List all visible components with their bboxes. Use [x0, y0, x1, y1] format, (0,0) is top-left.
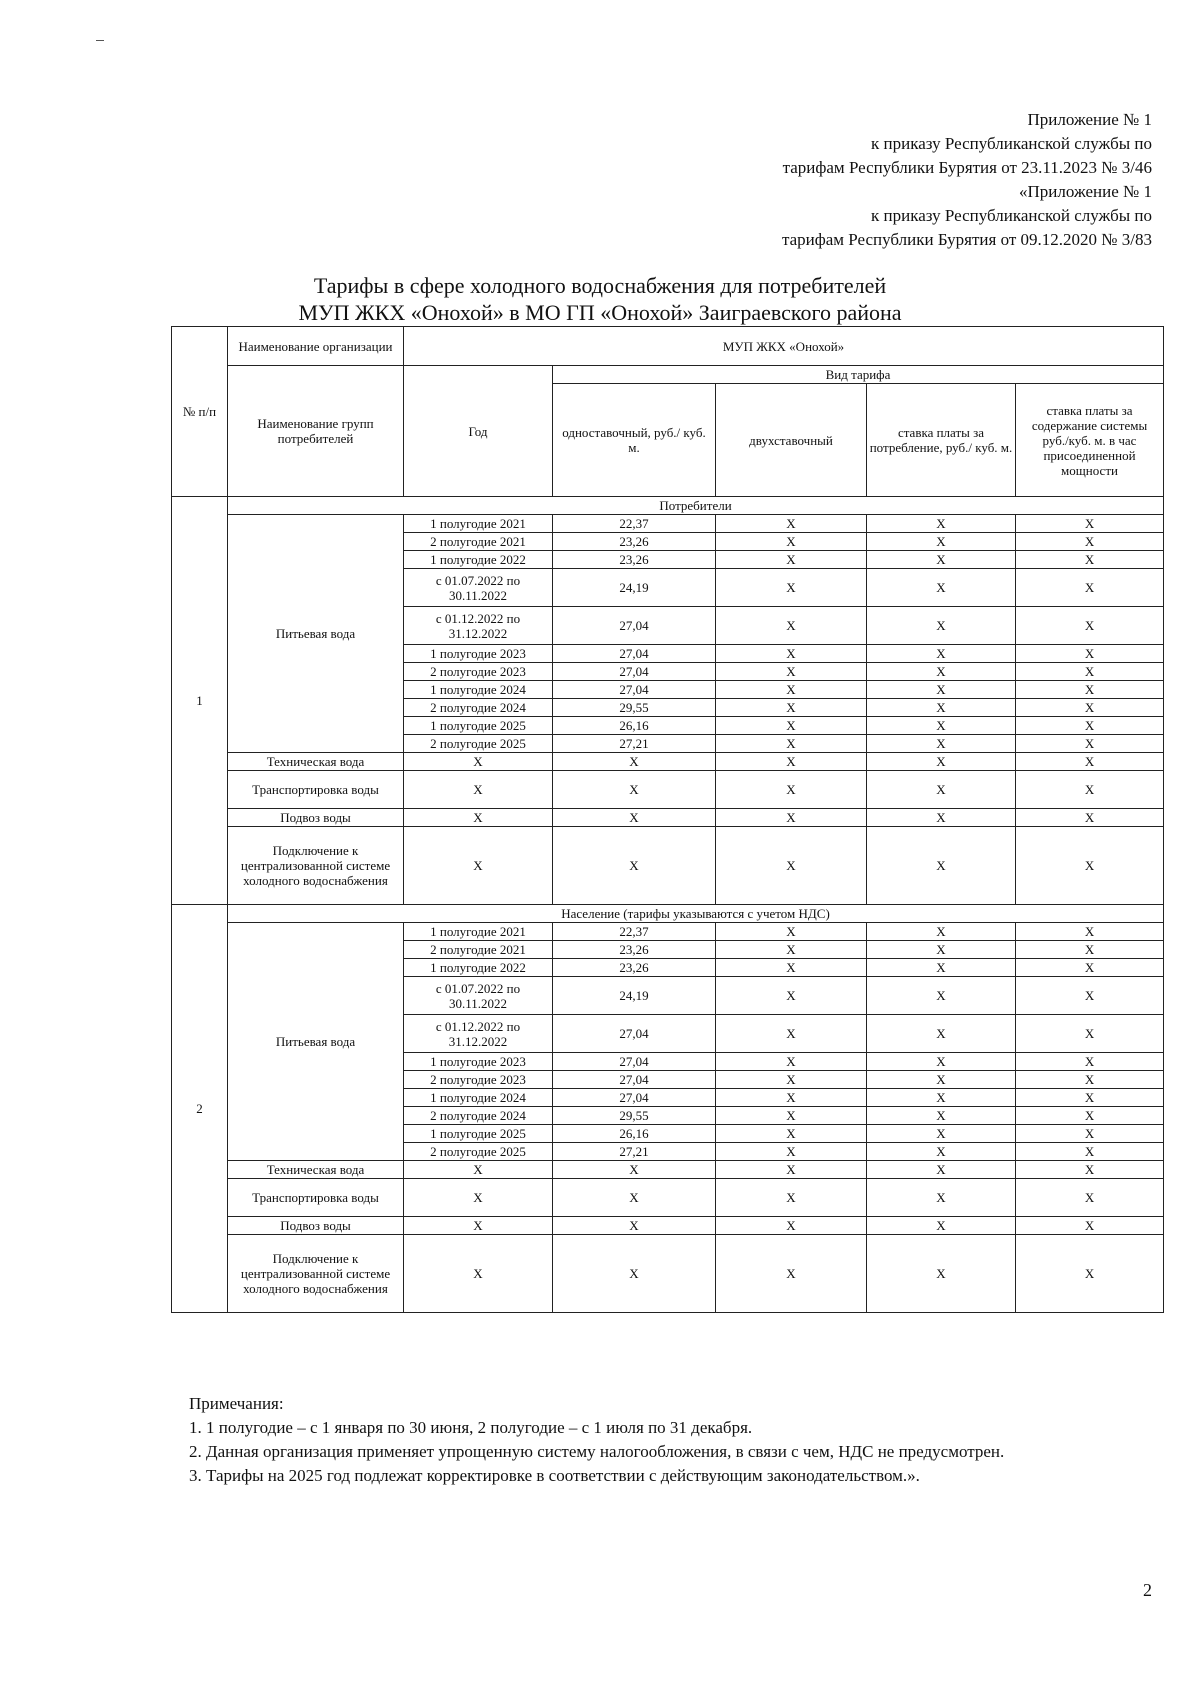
period-cell: 1 полугодие 2022 — [404, 551, 553, 569]
one-rate-cell: 27,21 — [553, 735, 716, 753]
one-rate-cell: X — [553, 827, 716, 905]
period-cell: 1 полугодие 2021 — [404, 515, 553, 533]
one-rate-cell: 23,26 — [553, 941, 716, 959]
consumption-rate-cell: X — [867, 699, 1016, 717]
one-rate-cell: X — [553, 1179, 716, 1217]
period-cell: 2 полугодие 2024 — [404, 1107, 553, 1125]
consumption-rate-cell: X — [867, 809, 1016, 827]
period-cell: 1 полугодие 2024 — [404, 681, 553, 699]
maintenance-rate-cell: X — [1016, 1179, 1164, 1217]
period-cell: с 01.12.2022 по 31.12.2022 — [404, 1015, 553, 1053]
group-name: Подвоз воды — [228, 1217, 404, 1235]
consumption-rate-cell: X — [867, 753, 1016, 771]
one-rate-cell: X — [553, 1161, 716, 1179]
period-cell: 1 полугодие 2025 — [404, 1125, 553, 1143]
period-cell: 2 полугодие 2025 — [404, 1143, 553, 1161]
org-name-header: Наименование организации — [228, 327, 404, 366]
group-name: Техническая вода — [228, 753, 404, 771]
one-rate-cell: 27,04 — [553, 645, 716, 663]
two-rate-cell: X — [716, 959, 867, 977]
note-item: 2. Данная организация применяет упрощенную систему налогообложения, в связи с чем, НДС не предусмотрен. — [189, 1442, 1005, 1461]
maintenance-rate-cell: X — [1016, 681, 1164, 699]
one-rate-cell: X — [553, 771, 716, 809]
maintenance-rate-cell: X — [1016, 1235, 1164, 1313]
header-line: тарифам Республики Бурятия от 09.12.2020 № 3/83 — [781, 230, 1152, 249]
consumption-rate-cell: X — [867, 941, 1016, 959]
section-title: Потребители — [228, 497, 1164, 515]
maintenance-rate-cell: X — [1016, 699, 1164, 717]
one-rate-cell: 27,04 — [553, 1089, 716, 1107]
two-rate-cell: X — [716, 827, 867, 905]
maintenance-rate-cell: X — [1016, 827, 1164, 905]
one-rate-cell: 24,19 — [553, 977, 716, 1015]
one-rate-cell: X — [553, 1235, 716, 1313]
period-cell: 2 полугодие 2025 — [404, 735, 553, 753]
table-row — [172, 827, 1164, 905]
period-cell: 2 полугодие 2023 — [404, 1071, 553, 1089]
table-header-row — [172, 366, 1164, 384]
two-rate-cell: X — [716, 1089, 867, 1107]
col-header-consumption: ставка платы за потребление, руб./ куб. м. — [867, 384, 1016, 497]
consumption-rate-cell: X — [867, 923, 1016, 941]
period-cell: X — [404, 771, 553, 809]
header-line: к приказу Республиканской службы по — [871, 206, 1152, 225]
maintenance-rate-cell: X — [1016, 1015, 1164, 1053]
section-title: Население (тарифы указываются с учетом НДС) — [228, 905, 1164, 923]
two-rate-cell: X — [716, 607, 867, 645]
two-rate-cell: X — [716, 1071, 867, 1089]
consumption-rate-cell: X — [867, 1217, 1016, 1235]
consumption-rate-cell: X — [867, 1089, 1016, 1107]
maintenance-rate-cell: X — [1016, 977, 1164, 1015]
period-cell: 1 полугодие 2021 — [404, 923, 553, 941]
one-rate-cell: 27,04 — [553, 663, 716, 681]
two-rate-cell: X — [716, 1015, 867, 1053]
maintenance-rate-cell: X — [1016, 717, 1164, 735]
group-header: Наименование групп потребителей — [228, 366, 404, 497]
consumption-rate-cell: X — [867, 1107, 1016, 1125]
one-rate-cell: 23,26 — [553, 533, 716, 551]
year-header: Год — [404, 366, 553, 497]
maintenance-rate-cell: X — [1016, 809, 1164, 827]
group-name: Транспортировка воды — [228, 771, 404, 809]
period-cell: 1 полугодие 2023 — [404, 1053, 553, 1071]
period-cell: X — [404, 1217, 553, 1235]
maintenance-rate-cell: X — [1016, 1217, 1164, 1235]
period-cell: 2 полугодие 2024 — [404, 699, 553, 717]
period-cell: 1 полугодие 2025 — [404, 717, 553, 735]
consumption-rate-cell: X — [867, 827, 1016, 905]
header-line: к приказу Республиканской службы по — [871, 134, 1152, 153]
table-row — [172, 1217, 1164, 1235]
group-name: Подключение к централизованной системе холодного водоснабжения — [228, 1235, 404, 1313]
appendix-header — [782, 108, 1152, 252]
document-title — [0, 272, 1200, 326]
one-rate-cell: 22,37 — [553, 515, 716, 533]
consumption-rate-cell: X — [867, 569, 1016, 607]
maintenance-rate-cell: X — [1016, 1107, 1164, 1125]
two-rate-cell: X — [716, 1143, 867, 1161]
two-rate-cell: X — [716, 663, 867, 681]
maintenance-rate-cell: X — [1016, 959, 1164, 977]
consumption-rate-cell: X — [867, 771, 1016, 809]
two-rate-cell: X — [716, 809, 867, 827]
maintenance-rate-cell: X — [1016, 753, 1164, 771]
table-row — [172, 515, 1164, 533]
one-rate-cell: 27,04 — [553, 1053, 716, 1071]
two-rate-cell: X — [716, 923, 867, 941]
consumption-rate-cell: X — [867, 663, 1016, 681]
maintenance-rate-cell: X — [1016, 515, 1164, 533]
table-row — [172, 1179, 1164, 1217]
two-rate-cell: X — [716, 717, 867, 735]
maintenance-rate-cell: X — [1016, 1125, 1164, 1143]
maintenance-rate-cell: X — [1016, 735, 1164, 753]
consumption-rate-cell: X — [867, 1143, 1016, 1161]
two-rate-cell: X — [716, 533, 867, 551]
col-header-two-rate: двухставочный — [716, 384, 867, 497]
maintenance-rate-cell: X — [1016, 1071, 1164, 1089]
group-name: Питьевая вода — [228, 923, 404, 1161]
two-rate-cell: X — [716, 1217, 867, 1235]
section-number: 2 — [172, 905, 228, 1313]
consumption-rate-cell: X — [867, 533, 1016, 551]
table-row — [172, 753, 1164, 771]
consumption-rate-cell: X — [867, 1071, 1016, 1089]
two-rate-cell: X — [716, 753, 867, 771]
period-cell: с 01.07.2022 по 30.11.2022 — [404, 569, 553, 607]
table-row — [172, 809, 1164, 827]
maintenance-rate-cell: X — [1016, 569, 1164, 607]
consumption-rate-cell: X — [867, 645, 1016, 663]
period-cell: 2 полугодие 2021 — [404, 533, 553, 551]
notes — [189, 1392, 1004, 1488]
page-number: 2 — [1143, 1580, 1152, 1600]
period-cell: 2 полугодие 2021 — [404, 941, 553, 959]
one-rate-cell: 22,37 — [553, 923, 716, 941]
two-rate-cell: X — [716, 1125, 867, 1143]
two-rate-cell: X — [716, 1161, 867, 1179]
maintenance-rate-cell: X — [1016, 1089, 1164, 1107]
section-row — [172, 905, 1164, 923]
two-rate-cell: X — [716, 645, 867, 663]
maintenance-rate-cell: X — [1016, 663, 1164, 681]
header-line: тарифам Республики Бурятия от 23.11.2023 № 3/46 — [782, 158, 1152, 177]
maintenance-rate-cell: X — [1016, 771, 1164, 809]
table-row — [172, 771, 1164, 809]
one-rate-cell: X — [553, 809, 716, 827]
two-rate-cell: X — [716, 515, 867, 533]
consumption-rate-cell: X — [867, 607, 1016, 645]
two-rate-cell: X — [716, 569, 867, 607]
table-row — [172, 923, 1164, 941]
maintenance-rate-cell: X — [1016, 1161, 1164, 1179]
one-rate-cell: 27,04 — [553, 681, 716, 699]
one-rate-cell: 27,04 — [553, 1015, 716, 1053]
one-rate-cell: 26,16 — [553, 717, 716, 735]
two-rate-cell: X — [716, 977, 867, 1015]
one-rate-cell: 27,04 — [553, 607, 716, 645]
one-rate-cell: X — [553, 1217, 716, 1235]
period-cell: X — [404, 809, 553, 827]
period-cell: X — [404, 1179, 553, 1217]
one-rate-cell: 27,21 — [553, 1143, 716, 1161]
period-cell: X — [404, 1235, 553, 1313]
maintenance-rate-cell: X — [1016, 1143, 1164, 1161]
maintenance-rate-cell: X — [1016, 645, 1164, 663]
consumption-rate-cell: X — [867, 959, 1016, 977]
period-cell: с 01.07.2022 по 30.11.2022 — [404, 977, 553, 1015]
one-rate-cell: 27,04 — [553, 1071, 716, 1089]
one-rate-cell: 23,26 — [553, 959, 716, 977]
tariff-table-body — [172, 327, 1164, 1313]
period-cell: 1 полугодие 2022 — [404, 959, 553, 977]
consumption-rate-cell: X — [867, 515, 1016, 533]
group-name: Техническая вода — [228, 1161, 404, 1179]
notes-heading: Примечания: — [189, 1394, 284, 1413]
two-rate-cell: X — [716, 941, 867, 959]
period-cell: 1 полугодие 2024 — [404, 1089, 553, 1107]
table-header-row — [172, 327, 1164, 366]
two-rate-cell: X — [716, 1107, 867, 1125]
tariff-type-header: Вид тарифа — [553, 366, 1164, 384]
maintenance-rate-cell: X — [1016, 923, 1164, 941]
one-rate-cell: 23,26 — [553, 551, 716, 569]
two-rate-cell: X — [716, 699, 867, 717]
section-number: 1 — [172, 497, 228, 905]
col-header-maintenance: ставка платы за содержание системы руб./куб. м. в час присоединенной мощности — [1016, 384, 1164, 497]
two-rate-cell: X — [716, 681, 867, 699]
scan-artifact — [96, 40, 104, 41]
maintenance-rate-cell: X — [1016, 533, 1164, 551]
one-rate-cell: 26,16 — [553, 1125, 716, 1143]
consumption-rate-cell: X — [867, 735, 1016, 753]
table-row — [172, 1235, 1164, 1313]
two-rate-cell: X — [716, 1053, 867, 1071]
tariff-table — [171, 326, 1164, 1313]
period-cell: 1 полугодие 2023 — [404, 645, 553, 663]
header-line: «Приложение № 1 — [1019, 182, 1152, 201]
period-cell: X — [404, 1161, 553, 1179]
group-name: Транспортировка воды — [228, 1179, 404, 1217]
two-rate-cell: X — [716, 735, 867, 753]
one-rate-cell: 24,19 — [553, 569, 716, 607]
title-line-2: МУП ЖКХ «Онохой» в МО ГП «Онохой» Заиграевского района — [298, 300, 902, 325]
consumption-rate-cell: X — [867, 1125, 1016, 1143]
maintenance-rate-cell: X — [1016, 607, 1164, 645]
two-rate-cell: X — [716, 1179, 867, 1217]
consumption-rate-cell: X — [867, 1053, 1016, 1071]
two-rate-cell: X — [716, 771, 867, 809]
org-name-cell: МУП ЖКХ «Онохой» — [404, 327, 1164, 366]
consumption-rate-cell: X — [867, 1179, 1016, 1217]
note-item: 3. Тарифы на 2025 год подлежат корректировке в соответствии с действующим законодательством.». — [189, 1466, 920, 1485]
one-rate-cell: 29,55 — [553, 699, 716, 717]
note-item: 1. 1 полугодие – с 1 января по 30 июня, 2 полугодие – с 1 июля по 31 декабря. — [189, 1418, 753, 1437]
consumption-rate-cell: X — [867, 977, 1016, 1015]
period-cell: с 01.12.2022 по 31.12.2022 — [404, 607, 553, 645]
two-rate-cell: X — [716, 551, 867, 569]
section-row — [172, 497, 1164, 515]
period-cell: X — [404, 753, 553, 771]
title-line-1: Тарифы в сфере холодного водоснабжения для потребителей — [313, 273, 887, 298]
consumption-rate-cell: X — [867, 1161, 1016, 1179]
consumption-rate-cell: X — [867, 551, 1016, 569]
col-header-one-rate: одноставочный, руб./ куб. м. — [553, 384, 716, 497]
num-header: № п/п — [172, 327, 228, 497]
period-cell: 2 полугодие 2023 — [404, 663, 553, 681]
consumption-rate-cell: X — [867, 1015, 1016, 1053]
maintenance-rate-cell: X — [1016, 941, 1164, 959]
group-name: Питьевая вода — [228, 515, 404, 753]
maintenance-rate-cell: X — [1016, 551, 1164, 569]
group-name: Подвоз воды — [228, 809, 404, 827]
header-line: Приложение № 1 — [1027, 110, 1152, 129]
one-rate-cell: 29,55 — [553, 1107, 716, 1125]
consumption-rate-cell: X — [867, 681, 1016, 699]
one-rate-cell: X — [553, 753, 716, 771]
period-cell: X — [404, 827, 553, 905]
maintenance-rate-cell: X — [1016, 1053, 1164, 1071]
two-rate-cell: X — [716, 1235, 867, 1313]
table-row — [172, 1161, 1164, 1179]
group-name: Подключение к централизованной системе холодного водоснабжения — [228, 827, 404, 905]
consumption-rate-cell: X — [867, 1235, 1016, 1313]
consumption-rate-cell: X — [867, 717, 1016, 735]
